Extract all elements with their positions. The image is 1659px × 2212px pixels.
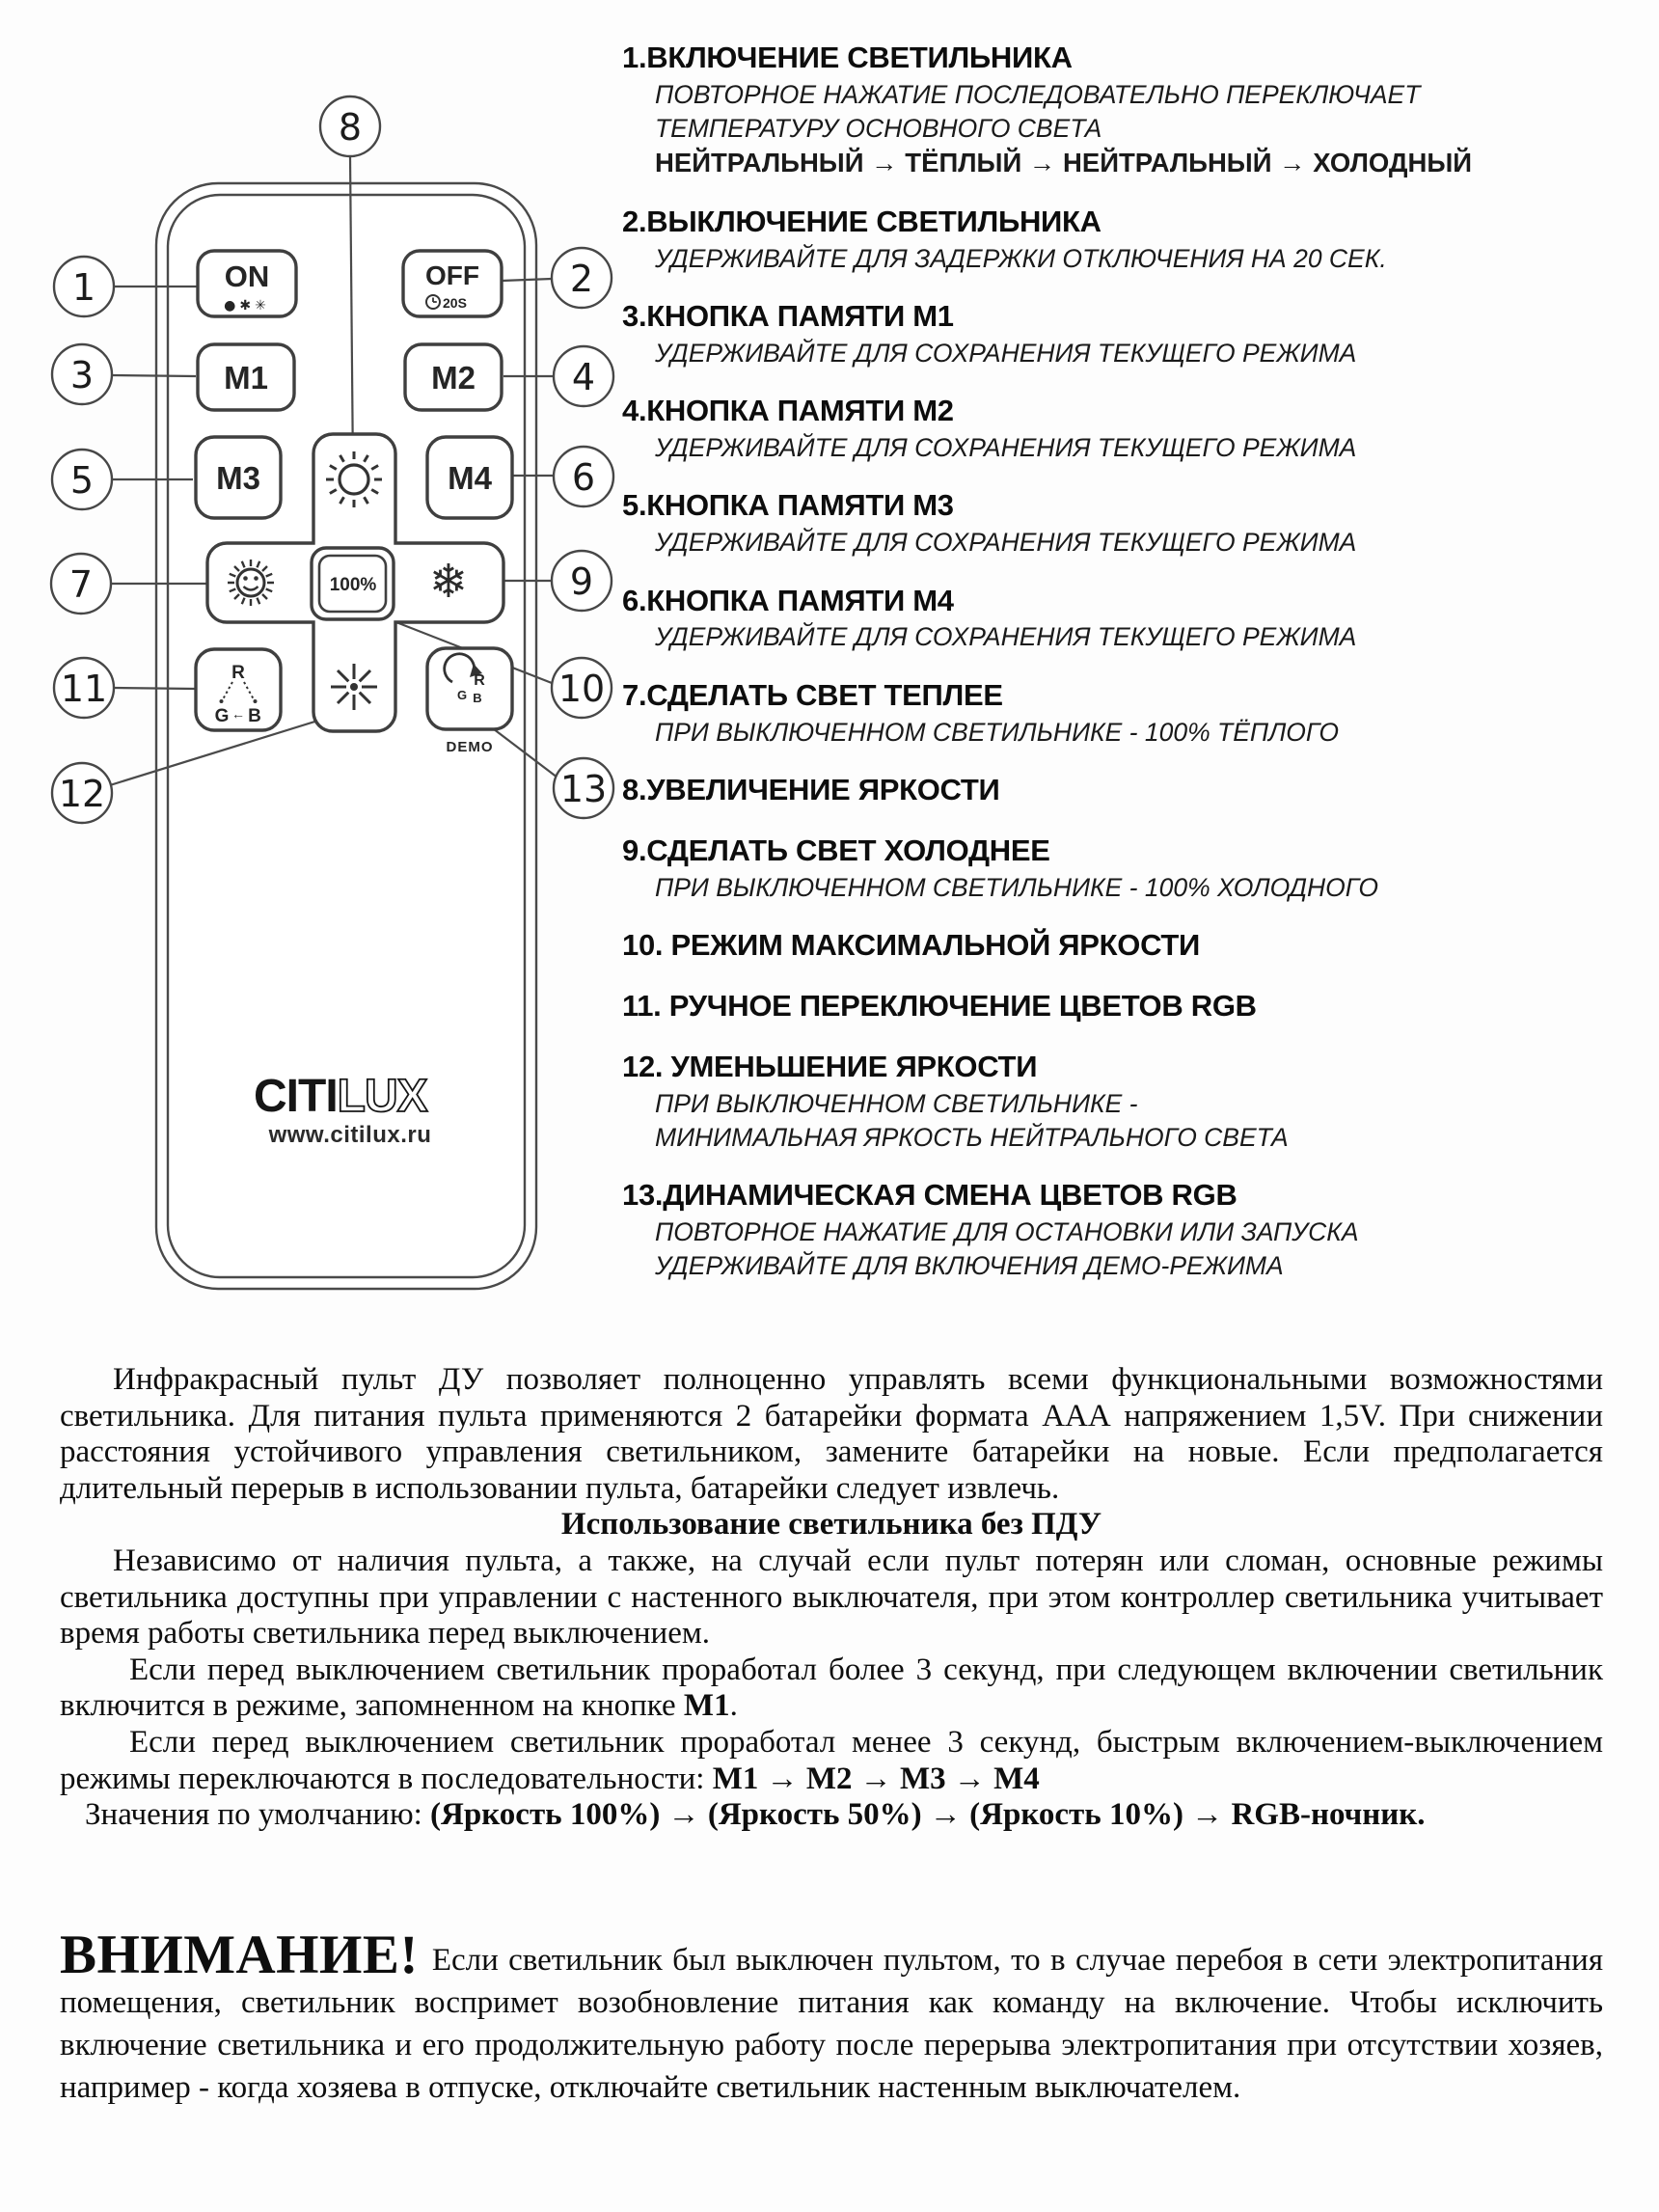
function-title: 3.КНОПКА ПАМЯТИ М1 [622, 299, 954, 334]
off-timer-label: 20S [443, 295, 467, 311]
max-brightness-label: 100% [329, 575, 377, 595]
rgb-manual-arrow: ← [231, 706, 245, 722]
cold-light-icon: ❄ [428, 555, 469, 609]
function-detail: ПРИ ВЫКЛЮЧЕННОМ СВЕТИЛЬНИКЕ - 100% ХОЛОДНОГО [655, 872, 1378, 902]
rgb-manual-b-label: B [248, 706, 261, 726]
brand-lux: LUX [337, 1071, 427, 1122]
function-item [622, 582, 1659, 655]
button-rgb-dynamic [427, 648, 512, 729]
warning-section [60, 1927, 1603, 2110]
svg-text:CITILUX [254, 1071, 428, 1122]
function-detail: ПРИ ВЫКЛЮЧЕННОМ СВЕТИЛЬНИКЕ - [655, 1088, 1138, 1118]
callout-number-5: 5 [69, 459, 95, 502]
function-title: 7.СДЕЛАТЬ СВЕТ ТЕПЛЕЕ [622, 677, 1003, 712]
function-detail: УДЕРЖИВАЙТЕ ДЛЯ ВКЛЮЧЕНИЯ ДЕМО-РЕЖИМА [655, 1251, 1284, 1281]
callout-line-3 [112, 375, 196, 376]
text-segment: Если перед выключением светильник проработал более 3 секунд, при следующем включении светильник включится в режиме, запомненном на кнопке [60, 1652, 1603, 1724]
function-item [622, 392, 1659, 465]
function-title: 12. УМЕНЬШЕНИЕ ЯРКОСТИ [622, 1049, 1038, 1083]
function-item [622, 1176, 1659, 1283]
paragraph-remote-info [60, 1362, 1603, 1507]
function-detail: УДЕРЖИВАЙТЕ ДЛЯ СОХРАНЕНИЯ ТЕКУЩЕГО РЕЖИМА [655, 528, 1357, 558]
on-symbols: ●✱✳ [224, 298, 270, 314]
function-item [622, 926, 1659, 966]
callout-number-13: 13 [559, 768, 608, 810]
text-segment: Независимо от наличия пульта, а также, на случай если пульт потерян или сломан, основные режимы светильника доступны при управлении с настенного выключателя, при этом контроллер светильника учитывает время работы светильника перед выключением. [60, 1543, 1603, 1652]
paragraph-no-remote [60, 1543, 1603, 1652]
function-item [622, 676, 1659, 750]
rgb-manual-g-label: G [214, 706, 230, 726]
callout-number-2: 2 [569, 258, 594, 300]
rgb-dynamic-b-label: B [473, 691, 482, 705]
function-item [622, 1048, 1659, 1155]
callout-number-3: 3 [69, 354, 95, 396]
off-label: OFF [425, 260, 479, 290]
function-detail: НЕЙТРАЛЬНЫЙ → ТЁПЛЫЙ → НЕЙТРАЛЬНЫЙ → ХОЛОДНЫЙ [655, 148, 1473, 178]
callout-number-7: 7 [68, 563, 94, 606]
functions-list [622, 39, 1659, 1304]
function-item [622, 771, 1659, 810]
callout-number-8: 8 [338, 106, 363, 149]
function-detail: УДЕРЖИВАЙТЕ ДЛЯ ЗАДЕРЖКИ ОТКЛЮЧЕНИЯ НА 20 СЕК. [655, 243, 1387, 273]
callout-line-11 [114, 688, 196, 689]
function-item [622, 297, 1659, 370]
paragraph-defaults [60, 1797, 1603, 1834]
function-title: 8.УВЕЛИЧЕНИЕ ЯРКОСТИ [622, 772, 1000, 806]
function-title: 5.КНОПКА ПАМЯТИ М3 [622, 488, 954, 523]
function-item [622, 39, 1659, 181]
section-heading: Использование светильника без ПДУ [560, 1507, 1102, 1543]
function-title: 6.КНОПКА ПАМЯТИ М4 [622, 583, 954, 617]
text-segment: Инфракрасный пульт ДУ позволяет полноценно управлять всеми функциональными возможностями светильника. Для питания пульта применяются 2 батарейки формата ААА напряжением 1,5V. При снижении расстояния устойчивого управления светильником, замените батарейки на новые. Если предполагается длительный перерыв в использовании пульта, батарейки следует извлечь. [60, 1362, 1603, 1506]
function-detail: УДЕРЖИВАЙТЕ ДЛЯ СОХРАНЕНИЯ ТЕКУЩЕГО РЕЖИМА [655, 622, 1357, 652]
brand-logo [254, 1071, 431, 1148]
callout-number-4: 4 [571, 356, 596, 398]
text-segment: Если светильник был выключен пультом, то в случае перебоя в сети электропитания помещения, светильник воспримет возобновление питания как команду на включение. Чтобы исключить включение светильника и его продолжительную работу после перерыва электропитания при отсутствии хозяев, например - когда хозяева в отпуске, отключайте светильник настенным выключателем. [60, 1943, 1603, 2105]
callout-number-12: 12 [58, 773, 106, 815]
text-segment: М1 [683, 1688, 730, 1724]
function-detail: УДЕРЖИВАЙТЕ ДЛЯ СОХРАНЕНИЯ ТЕКУЩЕГО РЕЖИМА [655, 338, 1357, 368]
m4-label: M4 [448, 460, 492, 496]
function-item [622, 203, 1659, 276]
remote-diagram [0, 0, 627, 1312]
function-title: 11. РУЧНОЕ ПЕРЕКЛЮЧЕНИЕ ЦВЕТОВ RGB [622, 988, 1257, 1023]
paragraph-more-3s [60, 1652, 1603, 1725]
function-detail: МИНИМАЛЬНАЯ ЯРКОСТЬ НЕЙТРАЛЬНОГО СВЕТА [655, 1122, 1289, 1152]
callout-number-9: 9 [569, 560, 594, 603]
body-text [60, 1362, 1603, 1834]
function-item [622, 486, 1659, 560]
paragraph-less-3s [60, 1725, 1603, 1797]
text-segment: Значения по умолчанию: [85, 1797, 431, 1833]
text-segment: (Яркость 100%) → (Яркость 50%) → (Яркость 10%) → RGB-ночник. [430, 1797, 1426, 1833]
function-detail: ТЕМПЕРАТУРУ ОСНОВНОГО СВЕТА [655, 114, 1102, 144]
function-title: 10. РЕЖИМ МАКСИМАЛЬНОЙ ЯРКОСТИ [622, 927, 1201, 962]
function-detail: УДЕРЖИВАЙТЕ ДЛЯ СОХРАНЕНИЯ ТЕКУЩЕГО РЕЖИМА [655, 433, 1357, 463]
function-detail: ПРИ ВЫКЛЮЧЕННОМ СВЕТИЛЬНИКЕ - 100% ТЁПЛОГО [655, 717, 1340, 747]
rgb-dynamic-r-label: R [474, 672, 485, 689]
brand-citi: CITI [254, 1071, 338, 1122]
m3-label: M3 [216, 460, 260, 496]
function-detail: ПОВТОРНОЕ НАЖАТИЕ ПОСЛЕДОВАТЕЛЬНО ПЕРЕКЛЮЧАЕТ [655, 79, 1421, 109]
function-detail: ПОВТОРНОЕ НАЖАТИЕ ДЛЯ ОСТАНОВКИ ИЛИ ЗАПУСКА [655, 1216, 1359, 1246]
m2-label: M2 [431, 360, 476, 396]
callout-number-1: 1 [71, 266, 96, 309]
rgb-manual-r-label: R [231, 663, 245, 683]
brand-website: www.citilux.ru [268, 1122, 432, 1148]
function-title: 4.КНОПКА ПАМЯТИ М2 [622, 394, 954, 428]
callout-number-11: 11 [60, 668, 108, 710]
text-segment: . [729, 1688, 738, 1724]
callout-number-10: 10 [558, 668, 606, 710]
brightness-down-icon [331, 664, 377, 710]
function-title: 2.ВЫКЛЮЧЕНИЕ СВЕТИЛЬНИКА [622, 204, 1101, 238]
function-title: 9.СДЕЛАТЬ СВЕТ ХОЛОДНЕЕ [622, 833, 1050, 867]
callout-number-6: 6 [571, 456, 596, 499]
text-segment: М1 → М2 → М3 → М4 [712, 1761, 1040, 1796]
function-item [622, 987, 1659, 1026]
m1-label: M1 [224, 360, 268, 396]
demo-label: DEMO [446, 739, 494, 755]
function-item [622, 832, 1659, 905]
rgb-dynamic-g-label: G [456, 688, 468, 702]
warning-title: ВНИМАНИЕ! [60, 1925, 419, 1985]
function-title: 1.ВКЛЮЧЕНИЕ СВЕТИЛЬНИКА [622, 41, 1073, 74]
on-label: ON [224, 259, 270, 293]
text-segment: Если перед выключением светильник проработал менее 3 секунд, быстрым включением-выключением режимы переключаются в последовательности: [60, 1725, 1603, 1796]
function-title: 13.ДИНАМИЧЕСКАЯ СМЕНА ЦВЕТОВ RGB [622, 1178, 1237, 1213]
